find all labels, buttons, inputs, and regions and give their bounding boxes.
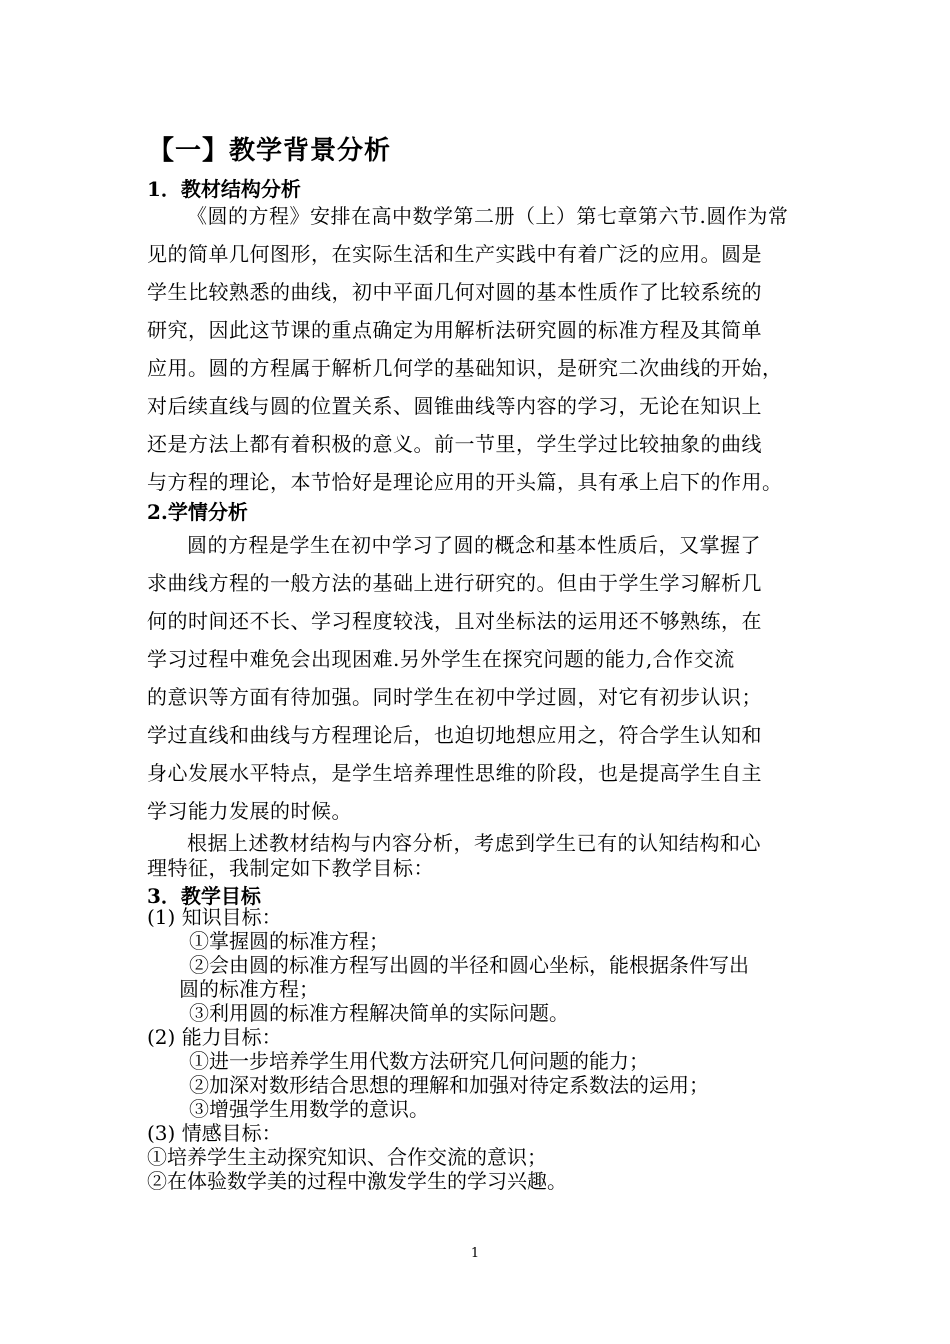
text-line: 身心发展水平特点，是学生培养理性思维的阶段，也是提高学生自主 <box>147 761 762 785</box>
list-item: 圆的标准方程； <box>179 977 319 1001</box>
text-line: 的意识等方面有待加强。同时学生在初中学过圆，对它有初步认识； <box>147 685 762 709</box>
text-line: 学过直线和曲线与方程理论后，也迫切地想应用之，符合学生认知和 <box>147 723 762 747</box>
text-line: 根据上述教材结构与内容分析，考虑到学生已有的认知结构和心 <box>187 831 761 855</box>
text-line: 圆的方程是学生在初中学习了圆的概念和基本性质后，又掌握了 <box>187 533 761 557</box>
text-line: 与方程的理论，本节恰好是理论应用的开头篇，具有承上启下的作用。 <box>147 470 783 494</box>
paragraph-textbook-structure <box>147 197 827 501</box>
list-item: ①进一步培养学生用代数方法研究几何问题的能力； <box>189 1049 649 1073</box>
objectives-list <box>147 905 827 1193</box>
list-item: ③增强学生用数学的意识。 <box>189 1097 429 1121</box>
heading-learner-analysis: 2.学情分析 <box>147 500 248 524</box>
text-line: 理特征，我制定如下教学目标： <box>147 856 434 880</box>
paragraph-learner-analysis <box>147 526 827 830</box>
list-item: ③利用圆的标准方程解决简单的实际问题。 <box>189 1001 569 1025</box>
text-line: 求曲线方程的一般方法的基础上进行研究的。但由于学生学习解析几 <box>147 571 762 595</box>
list-item: ①培养学生主动探究知识、合作交流的意识； <box>147 1145 547 1169</box>
text-line: 《圆的方程》安排在高中数学第二册（上）第七章第六节.圆作为常 <box>187 204 789 228</box>
text-line: 见的简单几何图形，在实际生活和生产实践中有着广泛的应用。圆是 <box>147 242 762 266</box>
text-line: 学习过程中难免会出现困难.另外学生在探究问题的能力,合作交流 <box>147 647 735 671</box>
list-item: ②在体验数学美的过程中激发学生的学习兴趣。 <box>147 1169 567 1193</box>
text-line: 何的时间还不长、学习程度较浅，且对坐标法的运用还不够熟练，在 <box>147 609 762 633</box>
emotion-objectives-label: (3) 情感目标： <box>147 1121 282 1145</box>
page-number: 1 <box>470 1246 480 1261</box>
list-item: ②加深对数形结合思想的理解和加强对待定系数法的运用； <box>189 1073 709 1097</box>
section-title: 【一】教学背景分析 <box>148 136 392 166</box>
heading-teaching-objectives: 3．教学目标 <box>147 884 261 908</box>
text-line: 还是方法上都有着积极的意义。前一节里，学生学过比较抽象的曲线 <box>147 432 762 456</box>
knowledge-objectives-label: (1) 知识目标： <box>147 905 282 929</box>
list-item: ①掌握圆的标准方程； <box>189 929 389 953</box>
list-item: ②会由圆的标准方程写出圆的半径和圆心坐标，能根据条件写出 <box>189 953 749 977</box>
text-line: 学习能力发展的时候。 <box>147 799 352 823</box>
text-line: 研究，因此这节课的重点确定为用解析法研究圆的标准方程及其简单 <box>147 318 762 342</box>
text-line: 应用。圆的方程属于解析几何学的基础知识，是研究二次曲线的开始， <box>147 356 783 380</box>
ability-objectives-label: (2) 能力目标： <box>147 1025 282 1049</box>
paragraph-summary <box>147 831 827 881</box>
heading-textbook-structure: 1．教材结构分析 <box>147 177 301 201</box>
text-line: 对后续直线与圆的位置关系、圆锥曲线等内容的学习，无论在知识上 <box>147 394 762 418</box>
text-line: 学生比较熟悉的曲线，初中平面几何对圆的基本性质作了比较系统的 <box>147 280 762 304</box>
